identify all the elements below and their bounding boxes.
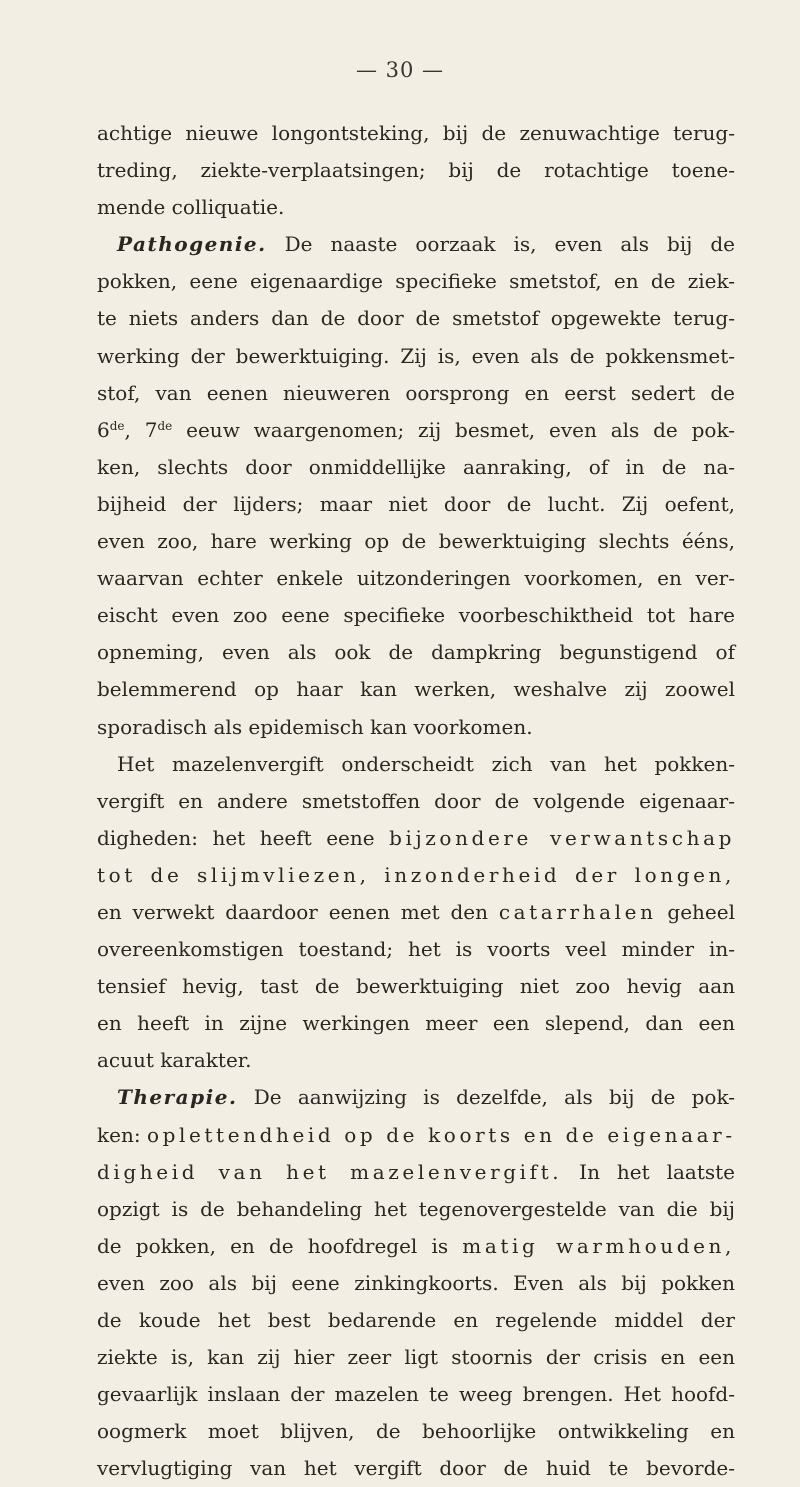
text-line: even zoo als bij eene zinkingkoorts. Even als bij pokken xyxy=(97,1270,735,1295)
emphasis-text: bijzondere verwantschap xyxy=(389,825,736,850)
text-line: en heeft in zijne werkingen meer een slepend, dan een xyxy=(97,1011,735,1036)
text-line: mende colliquatie. xyxy=(97,195,285,220)
text-line: vergift en andere smetstoffen door de volgende eigenaar- xyxy=(97,788,735,813)
text-line: belemmerend op haar kan werken, weshalve zij zoowel xyxy=(97,677,735,702)
text-line: ken: oplettendheid op de koorts en de eigenaar- xyxy=(97,1122,736,1147)
text-line: oogmerk moet blijven, de behoorlijke ontwikkeling en xyxy=(97,1419,735,1444)
text-line: stof, van eenen nieuweren oorsprong en eerst sedert de xyxy=(97,380,735,405)
text-line: en verwekt daardoor eenen met den catarrhalen geheel xyxy=(97,899,736,924)
text-line: de koude het best bedarende en regelende middel der xyxy=(97,1308,735,1332)
text-line: bijheid der lijders; maar niet door de lucht. Zij oefent, xyxy=(97,491,735,516)
text-line: sporadisch als epidemisch kan voorkomen. xyxy=(97,714,533,739)
page-number: — 30 — xyxy=(355,58,445,82)
text-line: overeenkomstigen toestand; het is voorts veel minder in- xyxy=(97,937,735,962)
text-line: opneming, even als ook de dampkring begunstigend of xyxy=(97,640,735,665)
text-line: achtige nieuwe longontsteking, bij de zenuwachtige terug- xyxy=(97,121,735,145)
section-heading-therapie: Therapie. xyxy=(117,1085,238,1110)
emphasis-text: oplettendheid op de koorts en de eigenaar- xyxy=(146,1122,736,1147)
emphasis-text: matig warmhouden, xyxy=(462,1233,735,1258)
text-line: treding, ziekte-verplaatsingen; bij de rotachtige toene- xyxy=(97,158,735,183)
section-heading-pathogenie: Pathogenie. xyxy=(117,232,267,257)
text-line: eischt even zoo eene specifieke voorbeschiktheid tot hare xyxy=(97,603,735,628)
text-line: digheid van het mazelenvergift. In het laatste xyxy=(97,1159,736,1184)
emphasis-text: digheid van het mazelenvergift. xyxy=(97,1159,563,1184)
text-line: pokken, eene eigenaardige specifieke smetstof, en de ziek- xyxy=(97,269,735,294)
text-line: vervlugtiging van het vergift door de huid te bevorde- xyxy=(97,1456,735,1481)
text-line: digheden: het heeft eene bijzondere verwantschap xyxy=(97,825,736,850)
text-line: tensief hevig, tast de bewerktuiging niet zoo hevig aan xyxy=(97,974,735,999)
emphasis-text: catarrhalen xyxy=(498,899,657,924)
text-line: ken, slechts door onmiddellijke aanraking, of in de na- xyxy=(97,454,735,479)
text-line: waarvan echter enkele uitzonderingen voorkomen, en ver- xyxy=(97,566,735,591)
text-line: werking der bewerktuiging. Zij is, even als de pokkensmet- xyxy=(97,343,735,368)
section-heading-line: Pathogenie. De naaste oorzaak is, even als bij de xyxy=(117,232,735,257)
text-line: acuut karakter. xyxy=(97,1048,252,1073)
text-line: 6de, 7de eeuw waargenomen; zij besmet, even als de pok- xyxy=(97,417,735,442)
body-text xyxy=(97,115,735,1487)
text-line: ziekte is, kan zij hier zeer ligt stoornis der crisis en een xyxy=(97,1345,735,1370)
text-line xyxy=(97,857,735,894)
text-line: Het mazelenvergift onderscheidt zich van het pokken- xyxy=(117,751,735,776)
section-heading-line: Therapie. De aanwijzing is dezelfde, als bij de pok- xyxy=(117,1085,735,1110)
text-line: opzigt is de behandeling het tegenovergestelde van die bij xyxy=(97,1196,735,1221)
text-line: de pokken, en de hoofdregel is matig warmhouden, xyxy=(97,1233,735,1258)
text-line: gevaarlijk inslaan der mazelen te weeg brengen. Het hoofd- xyxy=(97,1382,735,1407)
emphasis-text: tot de slijmvliezen, inzonderheid der longen, xyxy=(97,862,735,887)
text-line: te niets anders dan de door de smetstof opgewekte terug- xyxy=(97,306,735,331)
text-line: even zoo, hare werking op de bewerktuiging slechts ééns, xyxy=(97,529,735,554)
